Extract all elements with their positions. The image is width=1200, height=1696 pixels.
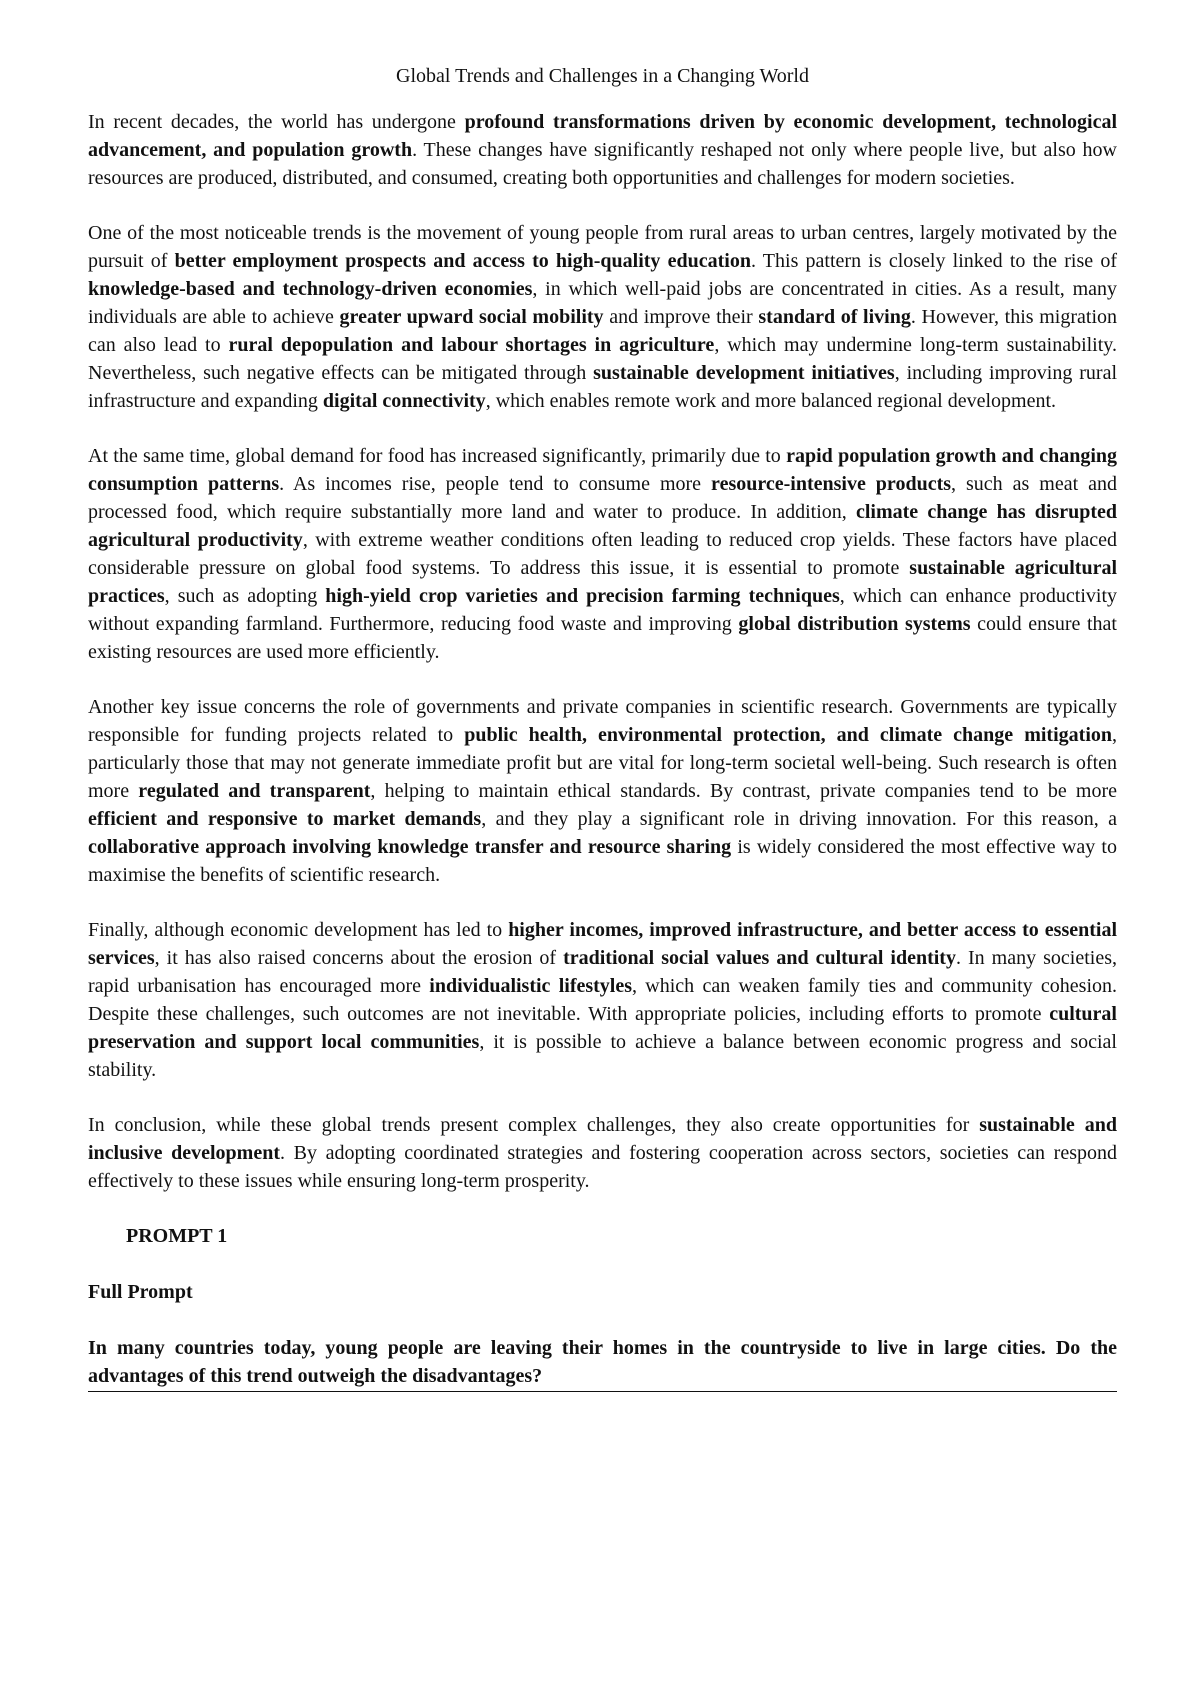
bold-phrase: resource-intensive products xyxy=(711,473,952,495)
prompt-label: PROMPT 1 xyxy=(126,1225,228,1247)
text-run: , which can weaken family ties and community cohesion. Despite these challenges, such outcomes are not inevitable. With appropriate policies, including efforts to promote xyxy=(88,975,1118,1025)
full-prompt-label: Full Prompt xyxy=(88,1281,193,1303)
paragraph-scientific-research xyxy=(88,693,1117,889)
text-run: Finally, although economic development has led to xyxy=(88,919,509,941)
bold-phrase: rural depopulation and labour shortages in agriculture xyxy=(228,334,715,356)
text-run: is widely considered the most effective way to maximise the benefits of scientific research. xyxy=(88,836,1117,886)
text-run: , in which well-paid jobs are concentrated in cities. As a result, many individuals are able to achieve xyxy=(88,278,1117,328)
text-run: and improve their xyxy=(603,306,759,328)
bold-phrase: knowledge-based and technology-driven economies xyxy=(88,278,533,300)
paragraph-conclusion xyxy=(88,1111,1117,1195)
bold-phrase: efficient and responsive to market demands xyxy=(88,808,482,830)
bold-phrase: rapid population growth and changing consumption patterns xyxy=(88,445,1117,495)
text-run: . However, this migration can also lead to xyxy=(88,306,1117,356)
bold-phrase: standard of living xyxy=(758,306,911,328)
text-run: , which can enhance productivity without expanding farmland. Furthermore, reducing food waste and improving xyxy=(88,585,1117,635)
paragraph-intro xyxy=(88,108,1117,192)
text-run: , it has also raised concerns about the erosion of xyxy=(154,947,564,969)
text-run: , particularly those that may not generate immediate profit but are vital for long-term societal well-being. Such research is often more xyxy=(88,724,1117,802)
bold-phrase: sustainable agricultural practices xyxy=(88,557,1118,607)
text-run: , helping to maintain ethical standards. By contrast, private companies tend to be more xyxy=(370,780,1118,802)
bold-phrase: profound transformations driven by economic development, technological advancement, and population growth xyxy=(88,111,1117,161)
text-run: , with extreme weather conditions often leading to reduced crop yields. These factors have placed considerable pressure on global food systems. To address this issue, it is essential to promote xyxy=(88,529,1117,579)
prompt-question: In many countries today, young people are leaving their homes in the countryside to live in large cities. Do the advantages of this trend outweigh the disadvantages? xyxy=(88,1334,1117,1392)
text-run: One of the most noticeable trends is the movement of young people from rural areas to urban centres, largely motivated by the pursuit of xyxy=(88,222,1117,272)
bold-phrase: sustainable and inclusive development xyxy=(88,1114,1117,1164)
bold-phrase: collaborative approach involving knowledge transfer and resource sharing xyxy=(88,836,732,858)
text-run: . These changes have significantly reshaped not only where people live, but also how resources are produced, distributed, and consumed, creating both opportunities and challenges for modern societies. xyxy=(88,139,1117,189)
bold-phrase: regulated and transparent xyxy=(138,780,371,802)
text-run: , such as adopting xyxy=(164,585,326,607)
bold-phrase: traditional social values and cultural identity xyxy=(563,947,956,969)
text-run: . In many societies, rapid urbanisation has encouraged more xyxy=(88,947,1117,997)
text-run: At the same time, global demand for food has increased significantly, primarily due to xyxy=(88,445,787,467)
text-run: In recent decades, the world has undergone xyxy=(88,111,465,133)
bold-phrase: sustainable development initiatives xyxy=(593,362,895,384)
bold-phrase: climate change has disrupted agricultural productivity xyxy=(88,501,1118,551)
bold-phrase: higher incomes, improved infrastructure, and better access to essential services xyxy=(88,919,1117,969)
bold-phrase: cultural preservation and support local communities xyxy=(88,1003,1117,1053)
paragraph-list xyxy=(88,108,1117,1195)
bold-phrase: better employment prospects and access to high-quality education xyxy=(174,250,751,272)
text-run: , it is possible to achieve a balance between economic progress and social stability. xyxy=(88,1031,1117,1081)
paragraph-cultural-identity xyxy=(88,916,1117,1084)
bold-phrase: high-yield crop varieties and precision farming techniques xyxy=(325,585,840,607)
text-run: . By adopting coordinated strategies and fostering cooperation across sectors, societies can respond effectively to these issues while ensuring long-term prosperity. xyxy=(88,1142,1117,1192)
text-run: . As incomes rise, people tend to consume more xyxy=(279,473,712,495)
text-run: , which may undermine long-term sustainability. Nevertheless, such negative effects can be mitigated through xyxy=(88,334,1117,384)
bold-phrase: digital connectivity xyxy=(322,390,486,412)
bold-phrase: public health, environmental protection, and climate change mitigation xyxy=(464,724,1112,746)
text-run: , such as meat and processed food, which require substantially more land and water to produce. In addition, xyxy=(88,473,1117,523)
document-title: Global Trends and Challenges in a Changing World xyxy=(396,65,809,87)
bold-phrase: greater upward social mobility xyxy=(339,306,604,328)
document-page xyxy=(88,62,1117,1392)
bold-phrase: individualistic lifestyles xyxy=(429,975,633,997)
text-run: , which enables remote work and more balanced regional development. xyxy=(485,390,1057,412)
text-run: Another key issue concerns the role of governments and private companies in scientific research. Governments are typically responsible for funding projects related to xyxy=(88,696,1117,746)
text-run: could ensure that existing resources are used more efficiently. xyxy=(88,613,1117,663)
text-run: , and they play a significant role in driving innovation. For this reason, a xyxy=(481,808,1117,830)
paragraph-urban-migration xyxy=(88,219,1117,415)
bold-phrase: global distribution systems xyxy=(738,613,971,635)
text-run: In conclusion, while these global trends present complex challenges, they also create opportunities for xyxy=(88,1114,980,1136)
text-run: , including improving rural infrastructure and expanding xyxy=(88,362,1117,412)
text-run: . This pattern is closely linked to the rise of xyxy=(750,250,1117,272)
paragraph-food-demand xyxy=(88,442,1117,666)
